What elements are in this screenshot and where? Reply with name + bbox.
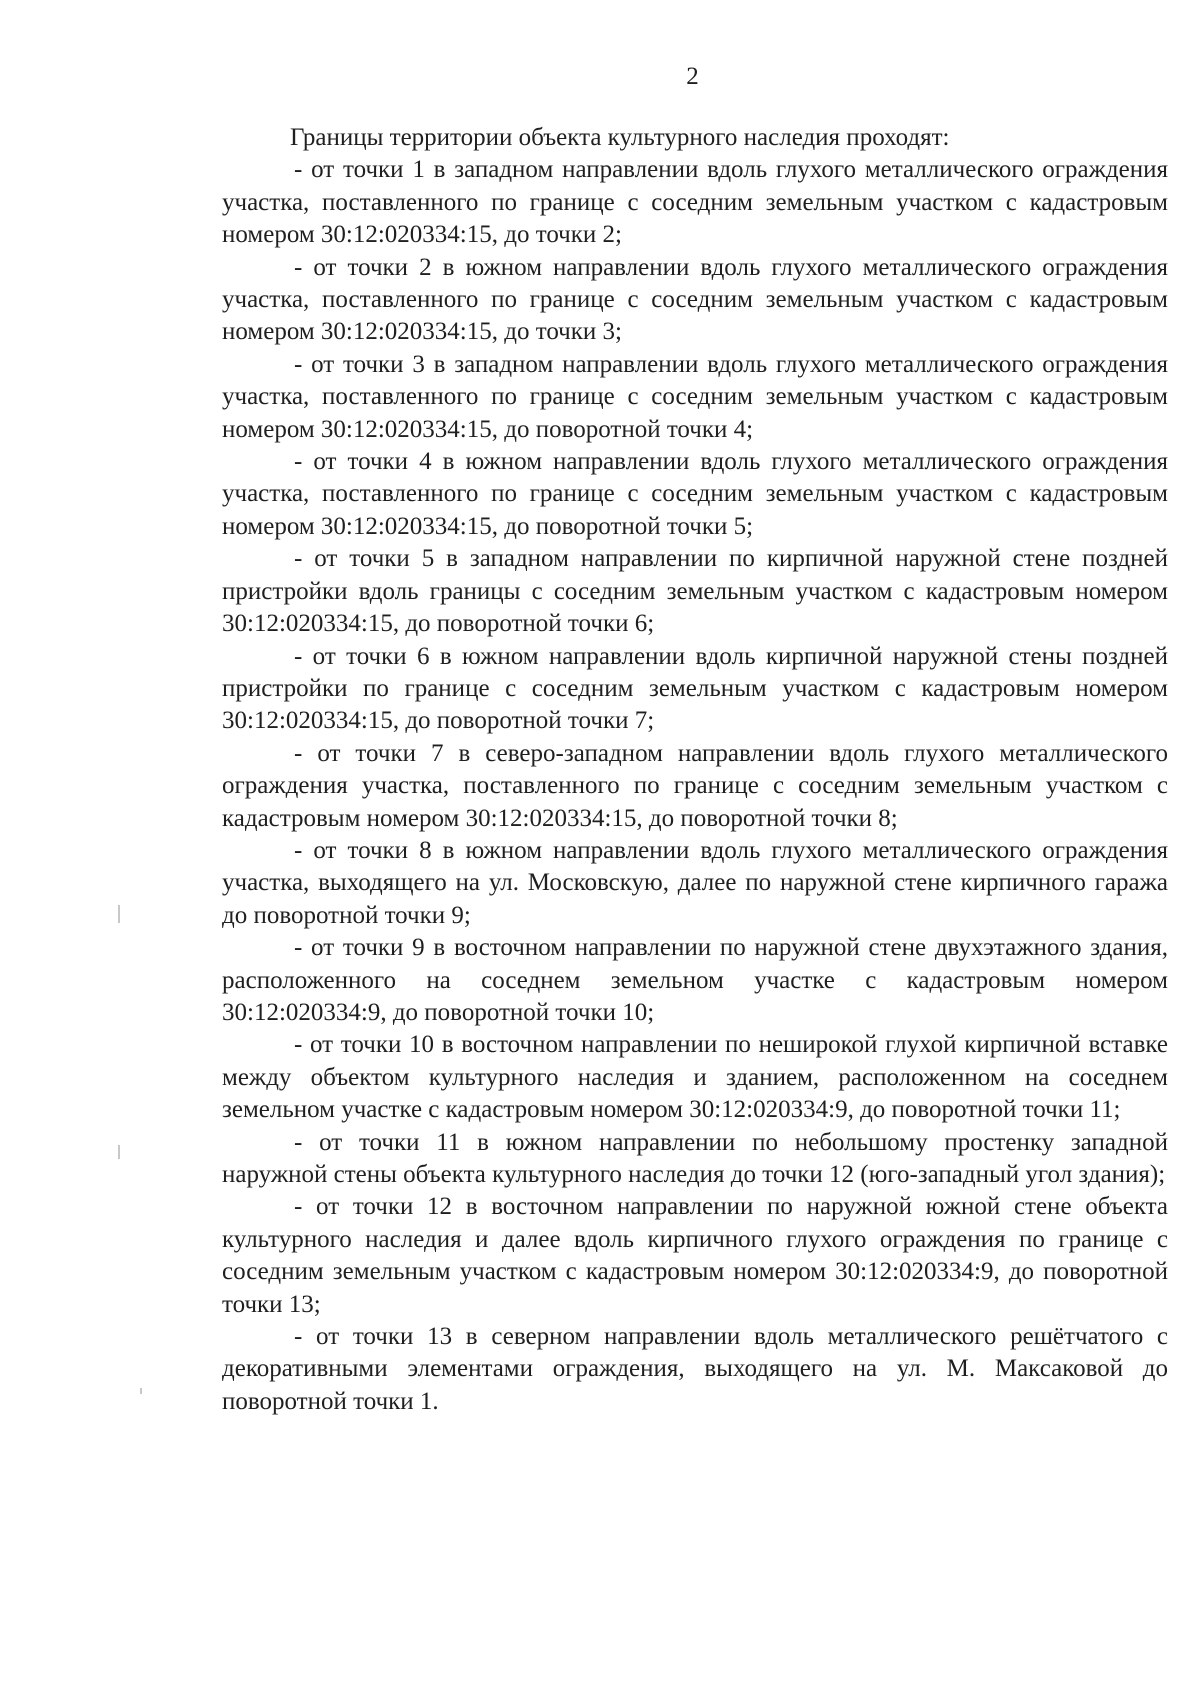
page-number: 2: [686, 63, 699, 90]
boundary-clause-4: - от точки 4 в южном направлении вдоль глухого металлического ограждения участка, поставленного по границе с соседним земельным участком с кадастровым номером 30:12:020334:15, до поворотной точки 5;: [222, 448, 1168, 540]
boundary-clause-11: - от точки 11 в южном направлении по небольшому простенку западной наружной стены объекта культурного наследия до точки 12 (юго-западный угол здания);: [222, 1128, 1168, 1188]
boundary-clause-9: - от точки 9 в восточном направлении по наружной стене двухэтажного здания, расположенного на соседнем земельном участке с кадастровым номером 30:12:020334:9, до поворотной точки 10;: [222, 934, 1168, 1026]
scan-edge-mark: [118, 905, 120, 923]
boundary-clause-8: - от точки 8 в южном направлении вдоль глухого металлического ограждения участка, выходящего на ул. Московскую, далее по наружной стене кирпичного гаража до поворотной точки 9;: [222, 836, 1168, 929]
boundary-clause-2: - от точки 2 в южном направлении вдоль глухого металлического ограждения участка, поставленного по границе с соседним земельным участком с кадастровым номером 30:12:020334:15, до точки 3;: [222, 253, 1168, 346]
document-body: [222, 122, 1168, 1418]
boundary-clause-7: - от точки 7 в северо-западном направлении вдоль глухого металлического ограждения участка, поставленного по границе с соседним земельным участком с кадастровым номером 30:12:020334:15, до поворотной точки 8;: [222, 739, 1168, 832]
boundary-clause-12: - от точки 12 в восточном направлении по наружной южной стене объекта культурного наследия и далее вдоль кирпичного глухого ограждения по границе с соседним земельным участком с кадастровым номером 30:12:020334:9, до поворотной точки 13;: [222, 1193, 1168, 1318]
scan-edge-mark: [118, 1145, 120, 1159]
boundary-clause-1: - от точки 1 в западном направлении вдоль глухого металлического ограждения участка, поставленного по границе с соседним земельным участком с кадастровым номером 30:12:020334:15, до точки 2;: [222, 156, 1168, 249]
intro-paragraph: Границы территории объекта культурного наследия проходят:: [290, 124, 950, 151]
boundary-clause-6: - от точки 6 в южном направлении вдоль кирпичной наружной стены поздней пристройки по границе с соседним земельным участком с кадастровым номером 30:12:020334:15, до поворотной точки 7;: [222, 642, 1168, 735]
boundary-clause-3: - от точки 3 в западном направлении вдоль глухого металлического ограждения участка, поставленного по границе с соседним земельным участком с кадастровым номером 30:12:020334:15, до поворотной точки 4;: [222, 350, 1168, 443]
boundary-clause-10: - от точки 10 в восточном направлении по неширокой глухой кирпичной вставке между объектом культурного наследия и зданием, расположенном на соседнем земельном участке с кадастровым номером 30:12:020334:9, до поворотной точки 11;: [222, 1031, 1168, 1124]
boundary-clause-13: - от точки 13 в северном направлении вдоль металлического решётчатого с декоративными элементами ограждения, выходящего на ул. М. Максаковой до поворотной точки 1.: [222, 1323, 1168, 1415]
boundary-clause-5: - от точки 5 в западном направлении по кирпичной наружной стене поздней пристройки вдоль границы с соседним земельным участком с кадастровым номером 30:12:020334:15, до поворотной точки 6;: [222, 545, 1168, 638]
scan-edge-mark: [140, 1388, 142, 1394]
